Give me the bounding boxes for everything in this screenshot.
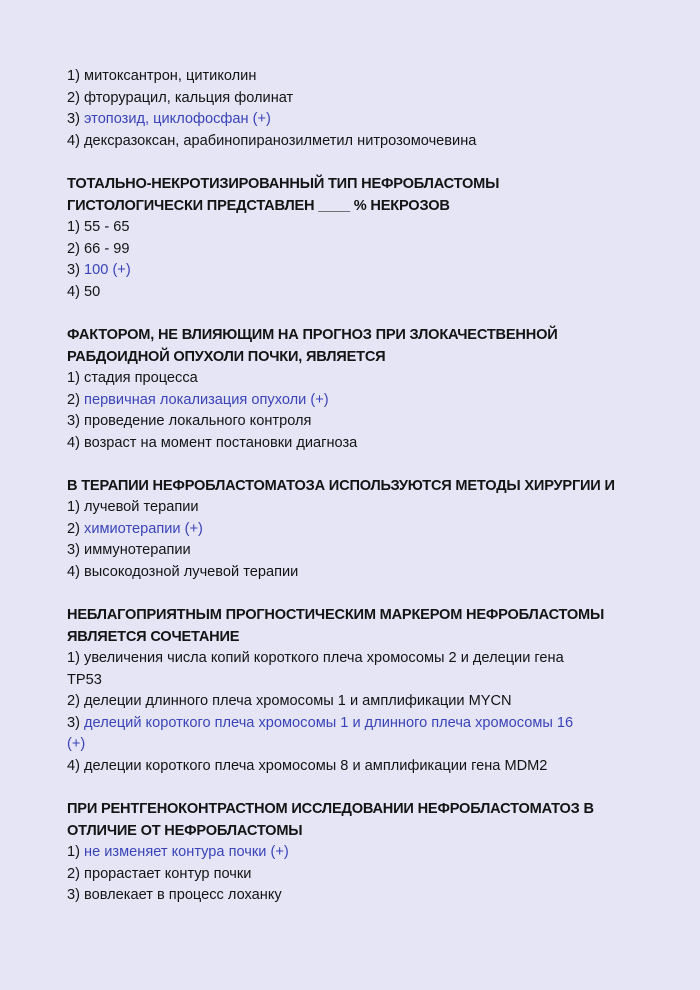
option	[67, 88, 670, 110]
option-correct	[67, 109, 670, 131]
option-number: 2)	[67, 392, 80, 408]
option-text: высокодозной лучевой терапии	[84, 564, 299, 580]
option-continuation: TP53	[67, 672, 102, 688]
option	[67, 433, 670, 455]
option	[67, 217, 670, 239]
question-heading: ОТЛИЧИЕ ОТ НЕФРОБЛАСТОМЫ	[67, 823, 303, 839]
option	[67, 411, 670, 433]
option-number: 4)	[67, 758, 80, 774]
option	[67, 885, 670, 907]
question-heading: ПРИ РЕНТГЕНОКОНТРАСТНОМ ИССЛЕДОВАНИИ НЕФРОБЛАСТОМАТОЗ В	[67, 801, 594, 817]
option-text: делеции короткого плеча хромосомы 8 и амплификации гена MDM2	[84, 758, 548, 774]
correct-answer-text: химиотерапии (+)	[84, 521, 203, 537]
option-text: стадия процесса	[84, 370, 198, 386]
option-number: 1)	[67, 68, 80, 84]
correct-answer-text: не изменяет контура почки (+)	[84, 844, 289, 860]
option-text: увеличения числа копий короткого плеча хромосомы 2 и делеции гена	[84, 650, 564, 666]
question-heading: В ТЕРАПИИ НЕФРОБЛАСТОМАТОЗА ИСПОЛЬЗУЮТСЯ МЕТОДЫ ХИРУРГИИ И	[67, 478, 615, 494]
correct-answer-text: первичная локализация опухоли (+)	[84, 392, 329, 408]
option	[67, 864, 670, 886]
option-text: фторурацил, кальция фолинат	[84, 90, 294, 106]
correct-answer-text: делеций короткого плеча хромосомы 1 и длинного плеча хромосомы 16	[84, 715, 574, 731]
option-number: 3)	[67, 542, 80, 558]
option	[67, 239, 670, 261]
option-number: 3)	[67, 413, 80, 429]
option-text: 66 - 99	[84, 241, 130, 257]
option-number: 3)	[67, 262, 80, 278]
option-number: 2)	[67, 693, 80, 709]
option-number: 4)	[67, 133, 80, 149]
option	[67, 648, 670, 670]
option-text: митоксантрон, цитиколин	[84, 68, 257, 84]
option-number: 4)	[67, 564, 80, 580]
option-text: возраст на момент постановки диагноза	[84, 435, 358, 451]
option-text: лучевой терапии	[84, 499, 199, 515]
option	[67, 540, 670, 562]
option-correct	[67, 260, 670, 282]
option-number: 3)	[67, 111, 80, 127]
correct-answer-text: этопозид, циклофосфан (+)	[84, 111, 271, 127]
option-number: 1)	[67, 650, 80, 666]
option-text: дексразоксан, арабинопиранозилметил нитрозомочевина	[84, 133, 477, 149]
correct-answer-text: 100 (+)	[84, 262, 131, 278]
option-text: иммунотерапии	[84, 542, 191, 558]
option-number: 1)	[67, 370, 80, 386]
option-text: 55 - 65	[84, 219, 130, 235]
option-text: вовлекает в процесс лоханку	[84, 887, 282, 903]
option-number: 3)	[67, 887, 80, 903]
question-heading: ЯВЛЯЕТСЯ СОЧЕТАНИЕ	[67, 629, 240, 645]
option	[67, 131, 670, 153]
option-number: 2)	[67, 90, 80, 106]
option	[67, 282, 670, 304]
option	[67, 66, 670, 88]
option	[67, 562, 670, 584]
option-number: 1)	[67, 844, 80, 860]
correct-answer-continuation: (+)	[67, 736, 86, 752]
option-number: 1)	[67, 499, 80, 515]
option-number: 3)	[67, 715, 80, 731]
question-heading: ФАКТОРОМ, НЕ ВЛИЯЮЩИМ НА ПРОГНОЗ ПРИ ЗЛОКАЧЕСТВЕННОЙ	[67, 327, 558, 343]
option-number: 2)	[67, 521, 80, 537]
option-text: делеции длинного плеча хромосомы 1 и амплификации MYCN	[84, 693, 512, 709]
option	[67, 497, 670, 519]
option	[67, 368, 670, 390]
question-heading: ГИСТОЛОГИЧЕСКИ ПРЕДСТАВЛЕН ____ % НЕКРОЗОВ	[67, 198, 450, 214]
option-number: 2)	[67, 866, 80, 882]
option-number: 1)	[67, 219, 80, 235]
option-text: 50	[84, 284, 101, 300]
option-correct	[67, 519, 670, 541]
option	[67, 756, 670, 778]
question-heading: ТОТАЛЬНО-НЕКРОТИЗИРОВАННЫЙ ТИП НЕФРОБЛАСТОМЫ	[67, 176, 500, 192]
option-number: 4)	[67, 284, 80, 300]
option-number: 4)	[67, 435, 80, 451]
question-heading: НЕБЛАГОПРИЯТНЫМ ПРОГНОСТИЧЕСКИМ МАРКЕРОМ НЕФРОБЛАСТОМЫ	[67, 607, 605, 623]
question-heading: РАБДОИДНОЙ ОПУХОЛИ ПОЧКИ, ЯВЛЯЕТСЯ	[67, 349, 386, 365]
option-correct	[67, 713, 670, 735]
option-text: проведение локального контроля	[84, 413, 312, 429]
option-correct	[67, 390, 670, 412]
option-text: прорастает контур почки	[84, 866, 252, 882]
option-number: 2)	[67, 241, 80, 257]
option-correct	[67, 842, 670, 864]
option	[67, 691, 670, 713]
